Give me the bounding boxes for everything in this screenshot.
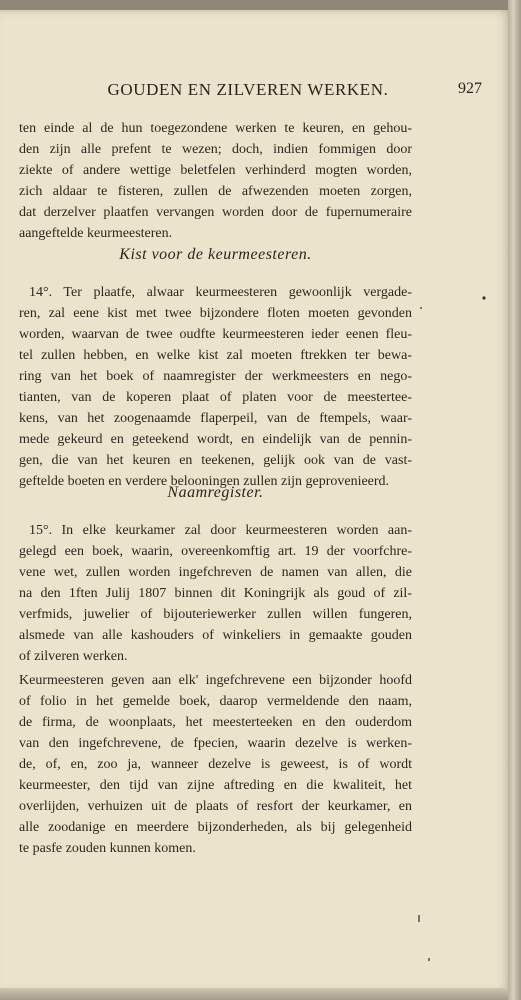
ink-speck bbox=[418, 915, 420, 922]
ink-speck bbox=[420, 307, 422, 309]
text-line: tianten, van de koperen plaat of platen voor de meestertee- bbox=[19, 390, 412, 405]
article-14 bbox=[19, 282, 412, 492]
text-line: of folio in het gemelde boek, daarop vermeldende den naam, bbox=[19, 694, 412, 709]
text-line: 14°. Ter plaatfe, alwaar keurmeesteren gewoonlijk vergade- bbox=[29, 285, 412, 300]
text-line: na den 1ften Julij 1807 binnen dit Koningrijk als goud of zil- bbox=[19, 586, 412, 601]
text-line: tel zullen hebben, en welke kist zal moeten ftrekken ter bewa- bbox=[19, 348, 412, 363]
text-line: of zilveren werken. bbox=[19, 649, 128, 664]
running-header: GOUDEN EN ZILVEREN WERKEN. bbox=[107, 80, 389, 99]
section-heading-naamregister: Naamregister. bbox=[167, 484, 264, 501]
text-line: van den ingefchrevene, de fpecien, waarin dezelve is werken- bbox=[19, 736, 412, 751]
ink-speck bbox=[482, 296, 485, 299]
ink-speck bbox=[428, 958, 430, 961]
page-edge-bottom bbox=[0, 988, 508, 1000]
page-edge-right bbox=[508, 0, 521, 1000]
text-line: overlijden, verhuizen uit de plaats of resfort der keurkamer, en bbox=[19, 799, 412, 814]
text-line: gelegd een boek, waarin, overeenkomftig art. 19 der voorfchre- bbox=[19, 544, 412, 559]
text-line: ten einde al de hun toegezondene werken te keuren, en gehou- bbox=[19, 121, 412, 136]
text-line: te pasfe zouden kunnen komen. bbox=[19, 841, 196, 856]
text-line: mede gekeurd en geteekend wordt, en eindelijk van de pennin- bbox=[19, 432, 412, 447]
text-line: kens, van het zoogenaamde flaperpeil, van de ftempels, waar- bbox=[19, 411, 412, 426]
text-line: ziekte of andere wettige beletfelen verhinderd mogten worden, bbox=[19, 163, 412, 178]
text-line: worden, waarvan de twee oudfte keurmeesteren ieder eenen fleu- bbox=[19, 327, 412, 342]
text-line: keurmeester, den tijd van zijne aftreding en die kwaliteit, het bbox=[19, 778, 412, 793]
text-line: vene wet, zullen worden ingefchreven de namen van allen, die bbox=[19, 565, 412, 580]
text-line: dat derzelver plaatfen vervangen worden door de fupernumeraire bbox=[19, 205, 412, 220]
text-line: de firma, de woonplaats, het meesterteeken en den ouderdom bbox=[19, 715, 412, 730]
page-number: 927 bbox=[458, 80, 482, 97]
section-heading-kist: Kist voor de keurmeesteren. bbox=[119, 246, 312, 263]
text-line: alle zoodanige en meerdere bijzonderheden, als bij gelegenheid bbox=[19, 820, 412, 835]
text-line: gen, die van het keuren en teekenen, gelijk ook van de vast- bbox=[19, 453, 412, 468]
article-15 bbox=[19, 520, 412, 667]
book-page bbox=[0, 10, 508, 988]
text-line: ren, zal eene kist met twee bijzondere floten moeten gevonden bbox=[19, 306, 412, 321]
text-line: verfmids, juwelier of bijouteriewerker zullen willen fungeren, bbox=[19, 607, 412, 622]
text-line: de, of, en, zoo ja, wanneer dezelve is geweest, is of wordt bbox=[19, 757, 412, 772]
text-line: aangeftelde keurmeesteren. bbox=[19, 226, 173, 241]
text-line: 15°. In elke keurkamer zal door keurmeesteren worden aan- bbox=[29, 523, 412, 538]
text-line: Keurmeesteren geven aan elk' ingefchrevene een bijzonder hoofd bbox=[19, 673, 412, 688]
paragraph-continuation bbox=[19, 118, 412, 244]
text-line: alsmede van alle kashouders of winkeliers in gemaakte gouden bbox=[19, 628, 412, 643]
text-line: den zijn alle prefent te wezen; doch, indien fommigen door bbox=[19, 142, 412, 157]
text-line: ring van het boek of naamregister der werkmeesters en nego- bbox=[19, 369, 412, 384]
text-line: zich aldaar te fisteren, zullen de afwezenden moeten zorgen, bbox=[19, 184, 412, 199]
text-line: geftelde boeten en verdere belooningen zullen zijn geprovenieerd. bbox=[19, 474, 390, 489]
paragraph-keurmeesteren bbox=[19, 670, 412, 859]
